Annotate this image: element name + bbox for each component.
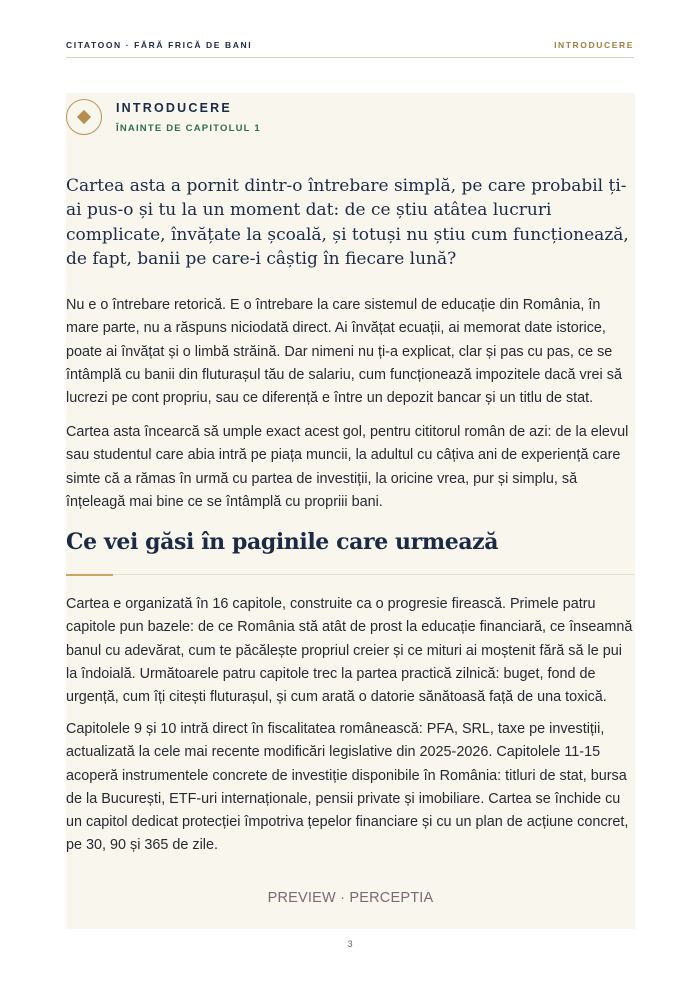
diamond-icon: [77, 110, 91, 124]
section-paragraph: Capitolele 9 și 10 intră direct în fiscalitatea românească: PFA, SRL, taxe pe investiții, actualizată la cele mai recente modificări legislative din 2025-2026. Capitolele 11-15 acoperă instrumentele concrete de investiție disponibile în România: titluri de stat, bursa de la București, ETF-uri internaționale, pensii private și imobiliare. Cartea se închide cu un capitol dedicat protecției împotriva țepelor financiare și cu un plan de acțiune concret, pe 30, 90 și 365 de zile.: [66, 721, 629, 854]
running-header: [66, 40, 634, 58]
preview-watermark: PREVIEW · PERCEPTIA: [267, 890, 434, 906]
lead-paragraph: Cartea asta a pornit dintr-o întrebare simplă, pe care probabil ți-ai pus-o și tu la un moment dat: de ce știu atâtea lucruri complicate, învățate la școală, și totuși nu știu cum funcționează, de fapt, banii pe care-i câștig în fiecare lună?: [66, 176, 629, 269]
section-divider: [66, 574, 635, 575]
chapter-badge: [66, 99, 102, 135]
section-accent-bar: [66, 574, 113, 576]
section-name-header: INTRODUCERE: [554, 40, 634, 50]
body-paragraph: Nu e o întrebare retorică. E o întrebare la care sistemul de educație din România, în mare parte, nu a răspuns niciodată direct. Ai învățat ecuații, ai memorat date istorice, poate ai învățat și o limbă străină. Dar nimeni nu ți-a explicat, clar și pas cu pas, ce se întâmplă cu banii din fluturașul tău de salariu, cum funcționează impozitele dacă vrei să lucrezi pe cont propriu, sau ce diferență e între un depozit bancar și un titlu de stat.: [66, 297, 622, 407]
section-paragraph: Cartea e organizată în 16 capitole, construite ca o progresie firească. Primele patru capitole pun bazele: de ce România stă atât de prost la educație financiară, ce înseamnă banul cu adevărat, cum te păcălește propriul creier și ce mituri ai moștenit fără să le pui la îndoială. Următoarele patru capitole trec la partea practică zilnică: buget, fond de urgență, cum îți citești fluturașul, și cum arată o datorie sănătoasă față de una toxică.: [66, 596, 633, 706]
page-number: 3: [347, 939, 353, 950]
book-title-header: CITATOON · FĂRĂ FRICĂ DE BANI: [66, 40, 253, 50]
body-paragraph: Cartea asta încearcă să umple exact acest gol, pentru cititorul român de azi: de la elevul sau studentul care abia intră pe piața muncii, la adultul cu câțiva ani de experiență care simte că a rămas în urmă cu partea de investiții, la oricine vrea, pur și simplu, să înțeleagă mai bine ce se întâmplă cu propriii bani.: [66, 424, 629, 510]
content-panel: [66, 93, 635, 929]
section-heading: Ce vei găsi în paginile care urmează: [66, 529, 499, 555]
chapter-sub-kicker: ÎNAINTE DE CAPITOLUL 1: [116, 123, 261, 134]
chapter-kicker: INTRODUCERE: [116, 101, 232, 115]
